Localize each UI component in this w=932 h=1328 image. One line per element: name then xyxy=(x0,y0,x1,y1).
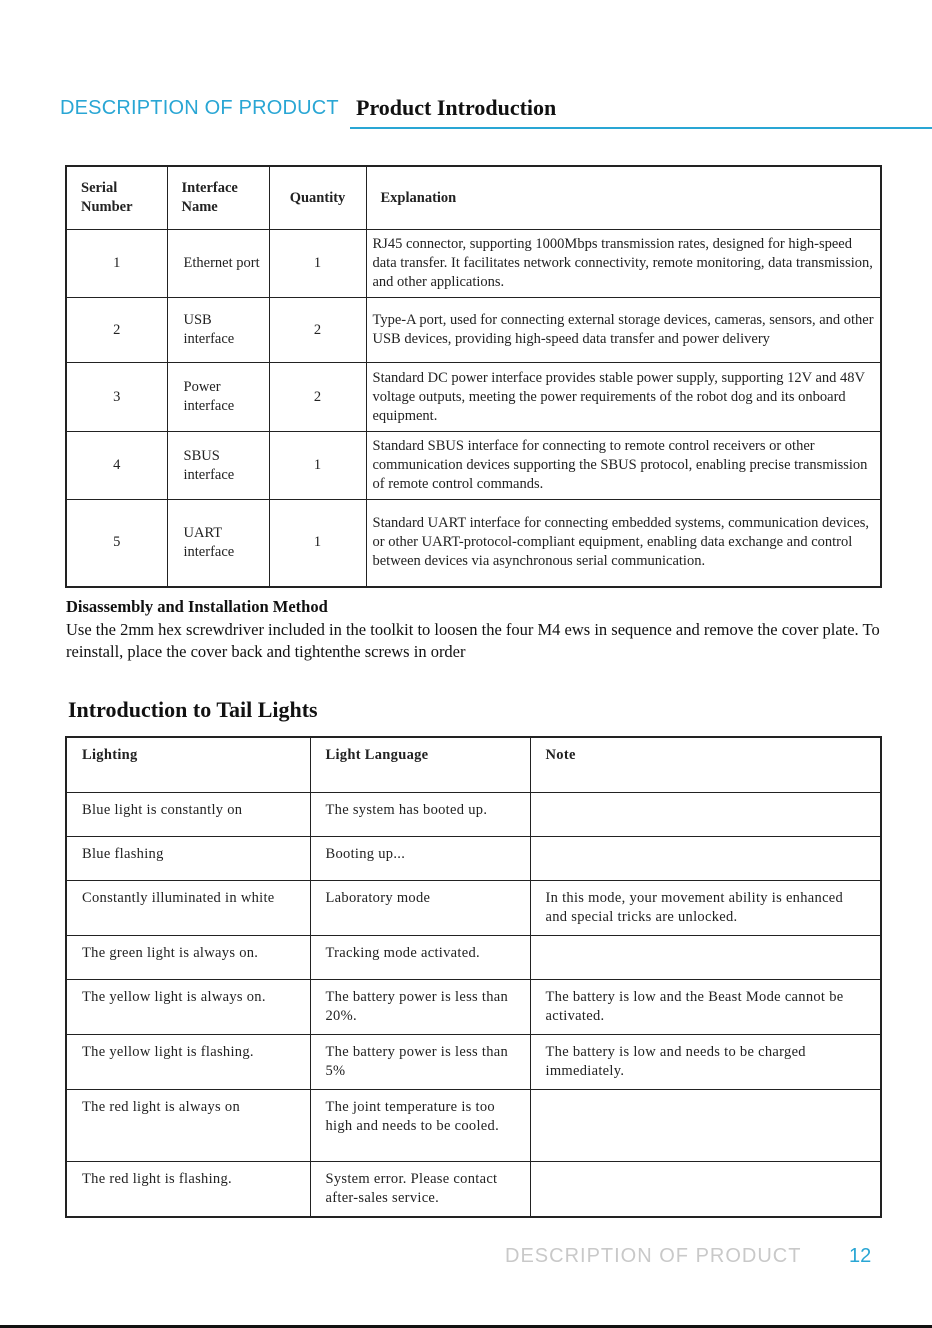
tail-lights-table xyxy=(65,736,882,1218)
page-title: Product Introduction xyxy=(356,95,557,120)
interface-name-cell: SBUS interface xyxy=(167,432,269,500)
column-header-note: Note xyxy=(530,737,881,793)
note-cell: The battery is low and the Beast Mode cannot be activated. xyxy=(530,980,881,1035)
section-label: DESCRIPTION OF PRODUCT xyxy=(60,97,339,119)
quantity-cell: 2 xyxy=(269,298,366,363)
disassembly-text: Use the 2mm hex screwdriver included in the toolkit to loosen the four M4 ews in sequence and remove the cover plate. To reinstall, place the cover back and tightenthe screws in order xyxy=(66,620,880,661)
lighting-cell: Blue flashing xyxy=(66,837,310,881)
serial-number-cell: 1 xyxy=(66,230,167,298)
quantity-cell: 1 xyxy=(269,230,366,298)
note-cell xyxy=(530,837,881,881)
header-divider xyxy=(350,127,932,129)
lighting-cell: The red light is flashing. xyxy=(66,1162,310,1218)
table-row xyxy=(66,230,881,298)
explanation-cell: Type-A port, used for connecting external storage devices, cameras, sensors, and other USB devices, providing high-speed data transfer and power delivery xyxy=(366,298,881,363)
quantity-cell: 1 xyxy=(269,500,366,587)
column-header-interface-name: Interface Name xyxy=(167,166,269,230)
interface-name-cell: USB interface xyxy=(167,298,269,363)
lighting-cell: The green light is always on. xyxy=(66,936,310,980)
lighting-cell: The yellow light is flashing. xyxy=(66,1035,310,1090)
interface-name-cell: UART interface xyxy=(167,500,269,587)
light-language-cell: Laboratory mode xyxy=(310,881,530,936)
column-header-lighting: Lighting xyxy=(66,737,310,793)
page-number: 12 xyxy=(849,1245,872,1267)
light-language-cell: The system has booted up. xyxy=(310,793,530,837)
lighting-cell: Blue light is constantly on xyxy=(66,793,310,837)
table-header-row xyxy=(66,166,881,230)
note-cell xyxy=(530,793,881,837)
note-cell: In this mode, your movement ability is enhanced and special tricks are unlocked. xyxy=(530,881,881,936)
column-header-quantity: Quantity xyxy=(269,166,366,230)
note-cell xyxy=(530,936,881,980)
interface-name-cell: Ethernet port xyxy=(167,230,269,298)
table-row xyxy=(66,363,881,432)
table-row xyxy=(66,980,881,1035)
table-header-row xyxy=(66,737,881,793)
explanation-cell: Standard DC power interface provides stable power supply, supporting 12V and 48V voltage outputs, meeting the power requirements of the robot dog and its onboard equipment. xyxy=(366,363,881,432)
disassembly-heading: Disassembly and Installation Method xyxy=(66,597,328,616)
quantity-cell: 1 xyxy=(269,432,366,500)
serial-number-cell: 5 xyxy=(66,500,167,587)
tail-lights-heading: Introduction to Tail Lights xyxy=(68,697,318,722)
light-language-cell: Booting up... xyxy=(310,837,530,881)
explanation-cell: RJ45 connector, supporting 1000Mbps transmission rates, designed for high-speed data transfer. It facilitates network connectivity, remote monitoring, data transmission, and other applications. xyxy=(366,230,881,298)
serial-number-cell: 4 xyxy=(66,432,167,500)
lighting-cell: The red light is always on xyxy=(66,1090,310,1162)
table-row xyxy=(66,936,881,980)
table-row xyxy=(66,1090,881,1162)
light-language-cell: The battery power is less than 5% xyxy=(310,1035,530,1090)
column-header-light-language: Light Language xyxy=(310,737,530,793)
table-row xyxy=(66,793,881,837)
note-cell: The battery is low and needs to be charged immediately. xyxy=(530,1035,881,1090)
light-language-cell: The joint temperature is too high and needs to be cooled. xyxy=(310,1090,530,1162)
explanation-cell: Standard UART interface for connecting embedded systems, communication devices, or other UART-protocol-compliant equipment, enabling data exchange and control between devices via asynchronous serial communication. xyxy=(366,500,881,587)
light-language-cell: System error. Please contact after-sales service. xyxy=(310,1162,530,1218)
lighting-cell: The yellow light is always on. xyxy=(66,980,310,1035)
lighting-cell: Constantly illuminated in white xyxy=(66,881,310,936)
interface-name-cell: Power interface xyxy=(167,363,269,432)
table-row xyxy=(66,298,881,363)
note-cell xyxy=(530,1090,881,1162)
table-row xyxy=(66,1035,881,1090)
column-header-explanation: Explanation xyxy=(366,166,881,230)
serial-number-cell: 3 xyxy=(66,363,167,432)
interfaces-table xyxy=(65,165,882,588)
light-language-cell: Tracking mode activated. xyxy=(310,936,530,980)
quantity-cell: 2 xyxy=(269,363,366,432)
table-row xyxy=(66,1162,881,1218)
column-header-serial-number: Serial Number xyxy=(66,166,167,230)
table-row xyxy=(66,881,881,936)
table-row xyxy=(66,432,881,500)
table-row xyxy=(66,500,881,587)
light-language-cell: The battery power is less than 20%. xyxy=(310,980,530,1035)
note-cell xyxy=(530,1162,881,1218)
explanation-cell: Standard SBUS interface for connecting to remote control receivers or other communication devices supporting the SBUS protocol, enabling precise transmission of remote control commands. xyxy=(366,432,881,500)
serial-number-cell: 2 xyxy=(66,298,167,363)
footer-section-label: DESCRIPTION OF PRODUCT xyxy=(505,1245,802,1267)
table-row xyxy=(66,837,881,881)
